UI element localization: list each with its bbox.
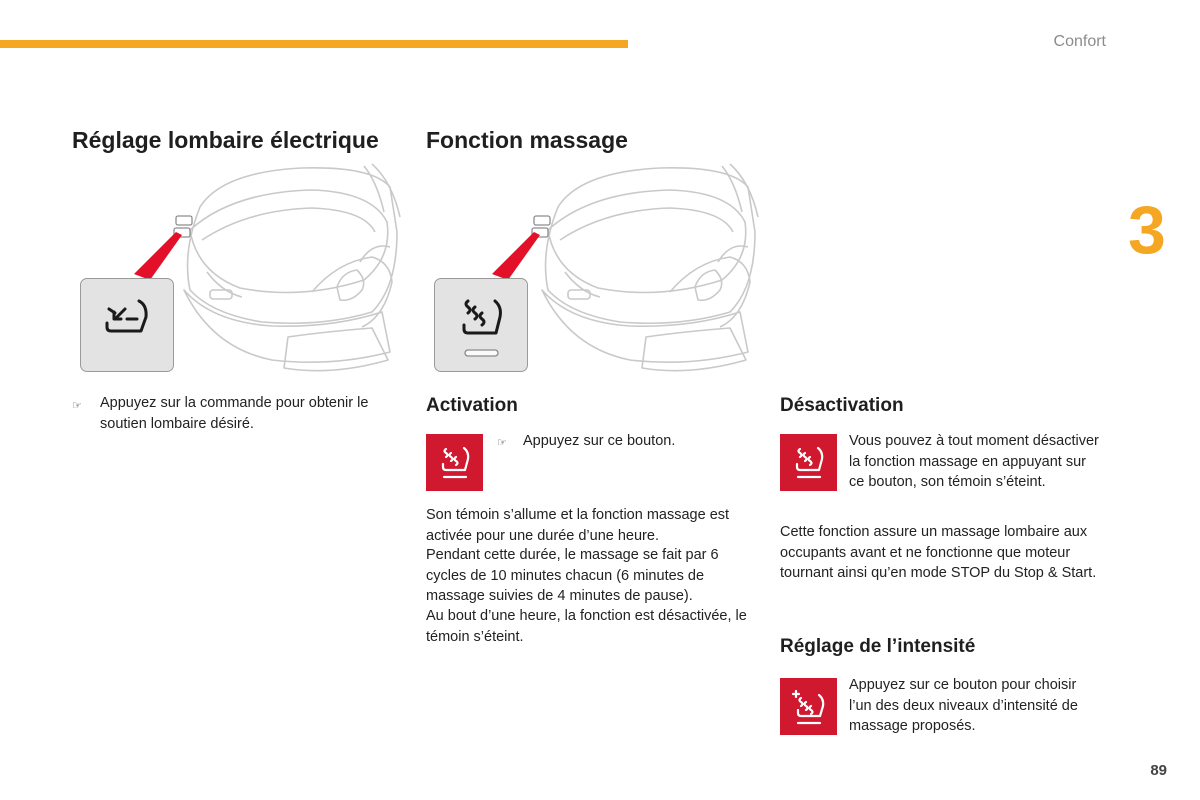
activation-paragraph-1: Son témoin s’allume et la fonction massage est activée pour une durée d’une heure. bbox=[426, 507, 730, 544]
activation-massage-button[interactable] bbox=[426, 434, 483, 491]
activation-paragraph-3: Au bout d’une heure, la fonction est désactivée, le témoin s’éteint. bbox=[426, 608, 747, 645]
massage-seat-icon bbox=[789, 443, 829, 483]
lumbar-title: Réglage lombaire électrique bbox=[72, 127, 379, 153]
section-label: Confort bbox=[1053, 33, 1106, 50]
chapter-number: 3 bbox=[1128, 192, 1166, 268]
lumbar-bullet: ☞ bbox=[72, 400, 82, 412]
deactivation-instruction: Vous pouvez à tout moment désactiver la fonction massage en appuyant sur ce bouton, son témoin s’éteint. bbox=[849, 433, 1099, 490]
massage-control-button[interactable] bbox=[434, 278, 528, 372]
activation-bullet: ☞ bbox=[497, 437, 507, 449]
massage-seat-icon bbox=[435, 443, 475, 483]
header-accent-bar bbox=[0, 40, 628, 48]
massage-seat-icon bbox=[435, 279, 526, 370]
massage-title: Fonction massage bbox=[426, 127, 628, 153]
deactivation-paragraph: Cette fonction assure un massage lombaire aux occupants avant et ne fonctionne que moteur tournant ainsi qu’en mode STOP du Stop & Start. bbox=[780, 524, 1097, 581]
intensity-instruction: Appuyez sur ce bouton pour choisir l’un des deux niveaux d’intensité de massage proposés. bbox=[849, 677, 1078, 734]
intensity-massage-button[interactable] bbox=[780, 678, 837, 735]
lumbar-control-button[interactable] bbox=[80, 278, 174, 372]
massage-intensity-icon bbox=[789, 687, 829, 727]
activation-title: Activation bbox=[426, 395, 518, 416]
intensity-title: Réglage de l’intensité bbox=[780, 636, 976, 657]
activation-paragraph-2: Pendant cette durée, le massage se fait par 6 cycles de 10 minutes chacun (6 minutes de massage suivies de 4 minutes de pause). bbox=[426, 547, 719, 604]
lumbar-adjust-icon bbox=[81, 279, 172, 370]
deactivation-massage-button[interactable] bbox=[780, 434, 837, 491]
page-number: 89 bbox=[1150, 762, 1167, 779]
lumbar-instruction: Appuyez sur la commande pour obtenir le soutien lombaire désiré. bbox=[100, 395, 369, 432]
activation-instruction: Appuyez sur ce bouton. bbox=[523, 433, 676, 449]
indicator-light bbox=[465, 350, 498, 356]
deactivation-title: Désactivation bbox=[780, 395, 904, 416]
